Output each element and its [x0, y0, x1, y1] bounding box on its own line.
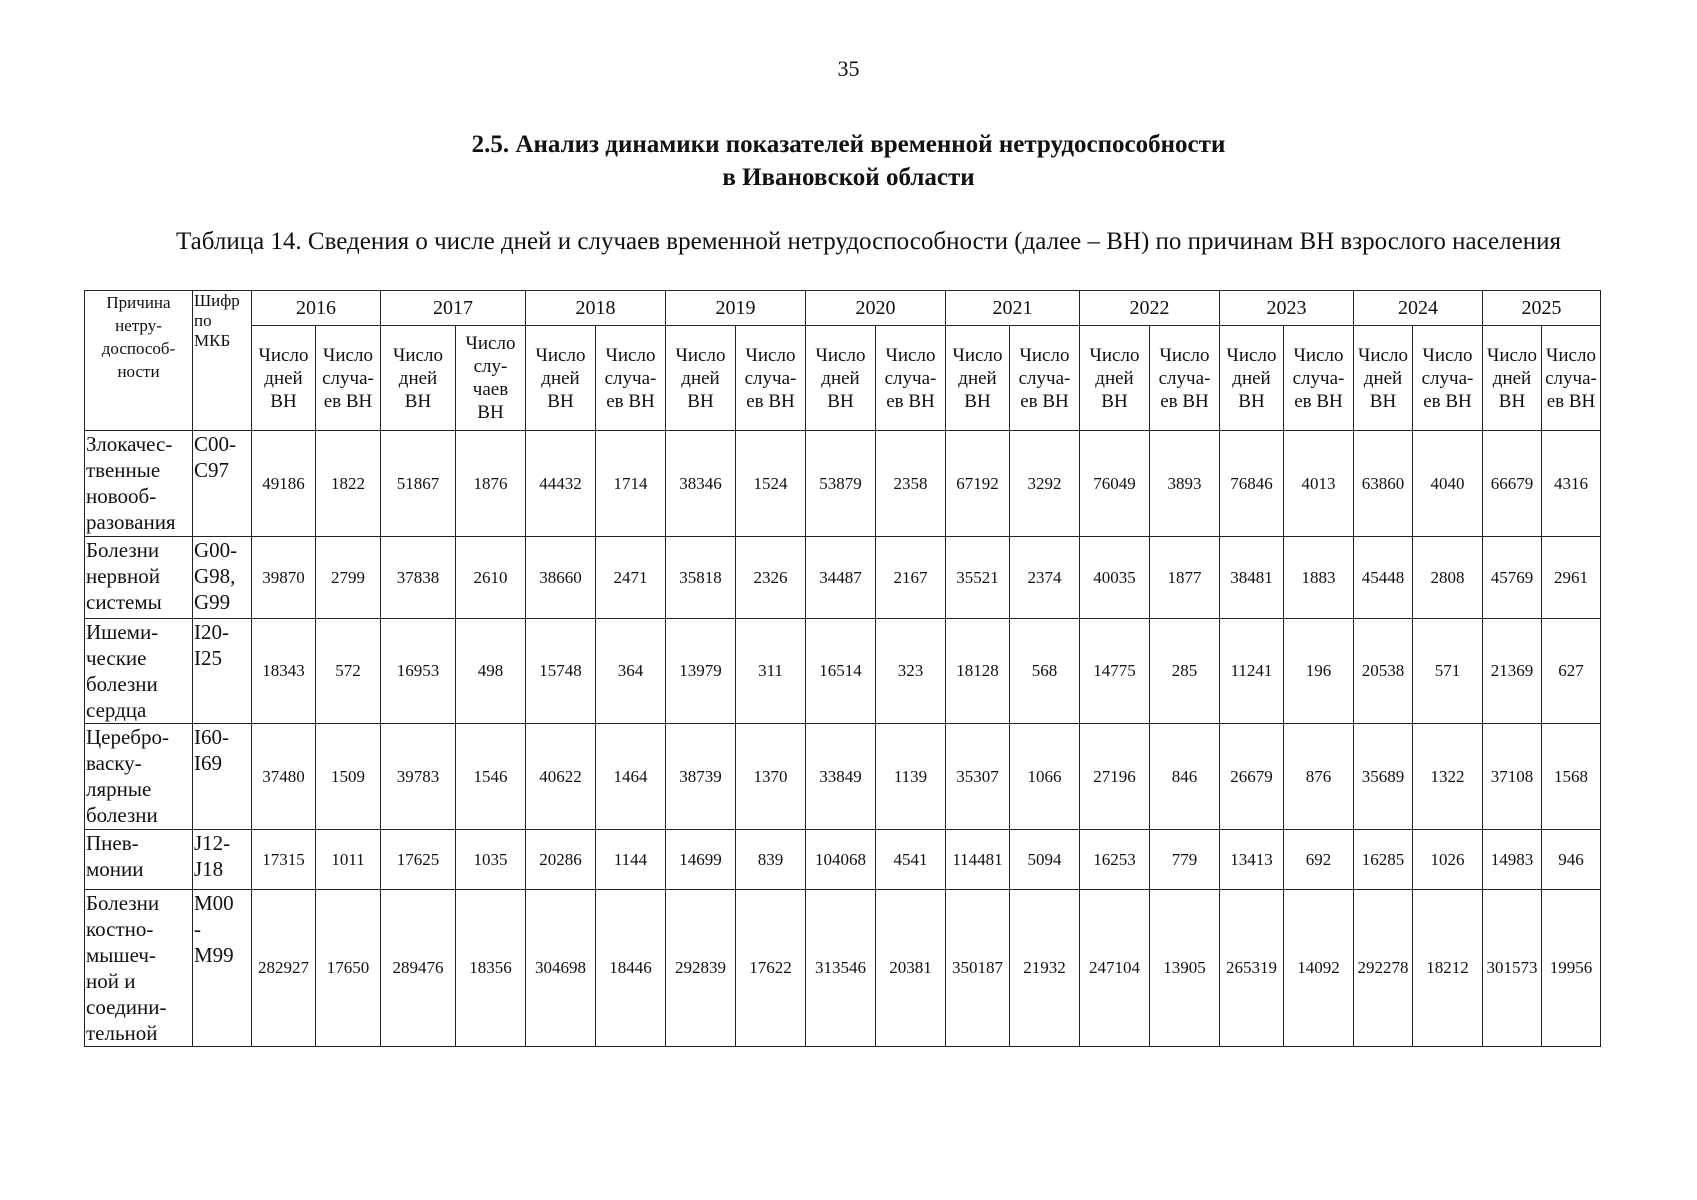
cases-value-cell: 2326: [736, 537, 806, 619]
days-subheader: [381, 326, 456, 431]
days-subheader: [1354, 326, 1413, 431]
cause-line: новооб-: [86, 484, 157, 508]
cases-value-cell: 627: [1542, 619, 1601, 724]
days-value-cell: 53879: [806, 431, 876, 537]
subheader-line: ВН: [547, 390, 574, 412]
code-line: I60-: [194, 725, 229, 749]
days-value-cell: 313546: [806, 890, 876, 1047]
cause-cell: [85, 537, 193, 619]
days-value-cell: 14983: [1483, 830, 1542, 890]
days-value-cell: 350187: [946, 890, 1010, 1047]
table-row: [85, 537, 1601, 619]
cases-value-cell: 1026: [1413, 830, 1483, 890]
cases-value-cell: 946: [1542, 830, 1601, 890]
cause-line: ной и: [86, 969, 136, 993]
cases-value-cell: 2358: [876, 431, 946, 537]
days-value-cell: 63860: [1354, 431, 1413, 537]
days-subheader: [806, 326, 876, 431]
cases-value-cell: 568: [1010, 619, 1080, 724]
cause-line: васку-: [86, 751, 142, 775]
cause-line: Ишеми-: [86, 620, 159, 644]
code-line: J18: [194, 857, 224, 881]
table-body: [85, 431, 1601, 1047]
code-line: G00-: [194, 538, 238, 562]
cause-line: сердца: [86, 698, 147, 722]
cases-value-cell: 876: [1284, 724, 1354, 830]
subheader-line: Число: [1487, 344, 1537, 366]
cases-subheader: [456, 326, 526, 431]
subheader-line: ВН: [827, 390, 854, 412]
subheader-line: ев ВН: [886, 390, 935, 412]
cases-value-cell: 17650: [316, 890, 381, 1047]
days-subheader: [1080, 326, 1150, 431]
subheader-line: ев ВН: [1423, 390, 1472, 412]
days-subheader: [252, 326, 316, 431]
cases-value-cell: 692: [1284, 830, 1354, 890]
code-column-header: [193, 291, 252, 431]
subheader-line: Число: [465, 333, 516, 354]
code-line: I25: [194, 646, 222, 670]
cases-value-cell: 5094: [1010, 830, 1080, 890]
days-subheader: [1220, 326, 1284, 431]
subheader-line: случа-: [1292, 367, 1345, 389]
subheader-line: случа-: [1018, 367, 1071, 389]
subheader-line: ев ВН: [1294, 390, 1343, 412]
year-header: 2017: [381, 291, 526, 326]
days-value-cell: 38346: [666, 431, 736, 537]
days-value-cell: 15748: [526, 619, 596, 724]
cases-value-cell: 839: [736, 830, 806, 890]
subheader-line: дней: [821, 367, 860, 389]
cause-line: Болезни: [86, 891, 160, 915]
code-line: I20-: [194, 620, 229, 644]
subheader-line: дней: [681, 367, 720, 389]
subheader-line: ВН: [964, 390, 991, 412]
cases-value-cell: 14092: [1284, 890, 1354, 1047]
heading-line-1: 2.5. Анализ динамики показателей временной нетрудоспособности: [471, 131, 1226, 158]
subheader-line: ВН: [687, 390, 714, 412]
cases-value-cell: 196: [1284, 619, 1354, 724]
cases-value-cell: 1139: [876, 724, 946, 830]
cause-line: мышеч-: [86, 943, 156, 967]
days-value-cell: 27196: [1080, 724, 1150, 830]
cause-cell: [85, 724, 193, 830]
code-line: С97: [194, 458, 230, 482]
days-value-cell: 301573: [1483, 890, 1542, 1047]
days-subheader: [666, 326, 736, 431]
cause-line: Церебро-: [86, 725, 169, 749]
days-value-cell: 11241: [1220, 619, 1284, 724]
subheader-line: слу-: [473, 356, 508, 377]
subheader-line: дней: [1363, 367, 1403, 389]
cause-line: твенные: [86, 458, 161, 482]
subheader-line: ВН: [404, 390, 432, 412]
code-line: С00-: [194, 432, 236, 456]
subheader-line: Число: [815, 344, 866, 366]
table-header: [85, 291, 1601, 431]
subheader-line: ев ВН: [1160, 390, 1209, 412]
subheader-line: Число: [745, 344, 796, 366]
days-value-cell: 35307: [946, 724, 1010, 830]
cases-value-cell: 4541: [876, 830, 946, 890]
days-subheader: [946, 326, 1010, 431]
cases-value-cell: 1509: [316, 724, 381, 830]
cases-subheader: [876, 326, 946, 431]
subheader-line: дней: [1492, 367, 1532, 389]
year-header: 2019: [666, 291, 806, 326]
page-number: 35: [837, 56, 860, 81]
subheader-line: Число: [952, 344, 1003, 366]
cases-subheader: [1284, 326, 1354, 431]
days-value-cell: 292839: [666, 890, 736, 1047]
subheader-line: Число: [1546, 344, 1596, 366]
days-subheader: [1483, 326, 1542, 431]
days-value-cell: 20538: [1354, 619, 1413, 724]
subheader-line: случа-: [884, 367, 937, 389]
cases-subheader: [1150, 326, 1220, 431]
days-value-cell: 40622: [526, 724, 596, 830]
subheader-line: Число: [1226, 344, 1277, 366]
cases-value-cell: 1524: [736, 431, 806, 537]
table-row: [85, 431, 1601, 537]
subheader-line: Число: [885, 344, 936, 366]
table-caption: Таблица 14. Сведения о числе дней и случаев временной нетрудоспособности (далее – ВН) по причинам ВН взрослого населения: [176, 228, 1561, 255]
days-value-cell: 114481: [946, 830, 1010, 890]
cases-value-cell: 1877: [1150, 537, 1220, 619]
cause-line: костно-: [86, 917, 154, 941]
code-cell: [193, 724, 252, 830]
days-value-cell: 26679: [1220, 724, 1284, 830]
cause-column-header: [85, 291, 193, 431]
days-value-cell: 51867: [381, 431, 456, 537]
year-header: 2020: [806, 291, 946, 326]
code-line: J12-: [194, 831, 231, 855]
code-cell: [193, 890, 252, 1047]
cases-value-cell: 2374: [1010, 537, 1080, 619]
cases-value-cell: 1464: [596, 724, 666, 830]
cause-line: нервной: [86, 564, 160, 588]
days-value-cell: 37108: [1483, 724, 1542, 830]
cause-line: разования: [86, 510, 176, 534]
cases-value-cell: 2167: [876, 537, 946, 619]
days-value-cell: 282927: [252, 890, 316, 1047]
subheader-line: Число: [258, 344, 309, 366]
days-value-cell: 39870: [252, 537, 316, 619]
cases-value-cell: 311: [736, 619, 806, 724]
cases-value-cell: 285: [1150, 619, 1220, 724]
days-value-cell: 44432: [526, 431, 596, 537]
cases-value-cell: 323: [876, 619, 946, 724]
subheader-line: ев ВН: [1020, 390, 1069, 412]
cause-line: болезни: [86, 672, 158, 696]
code-cell: [193, 619, 252, 724]
days-value-cell: 66679: [1483, 431, 1542, 537]
subheader-line: ев ВН: [606, 390, 655, 412]
days-value-cell: 265319: [1220, 890, 1284, 1047]
subheader-line: Число: [1159, 344, 1210, 366]
cases-subheader: [596, 326, 666, 431]
subheader-line: случа-: [1545, 367, 1597, 389]
subheader-line: дней: [398, 367, 438, 389]
subheader-line: дней: [958, 367, 997, 389]
cause-line: тельной: [86, 1021, 158, 1045]
year-header: 2018: [526, 291, 666, 326]
days-value-cell: 67192: [946, 431, 1010, 537]
cause-header-line: ности: [117, 362, 160, 381]
cases-value-cell: 1568: [1542, 724, 1601, 830]
subheader-line: случа-: [1158, 367, 1211, 389]
subheader-line: Число: [1293, 344, 1344, 366]
cases-value-cell: 18212: [1413, 890, 1483, 1047]
cause-header-line: доспособ-: [101, 339, 176, 358]
subheader-line: дней: [1232, 367, 1271, 389]
cause-line: Злокачес-: [86, 432, 173, 456]
cases-value-cell: 1035: [456, 830, 526, 890]
subheader-line: ев ВН: [746, 390, 795, 412]
cause-header-line: нетру-: [115, 316, 162, 335]
days-value-cell: 38481: [1220, 537, 1284, 619]
cases-value-cell: 2961: [1542, 537, 1601, 619]
subheader-line: Число: [393, 344, 443, 366]
subheader-line: ВН: [1238, 390, 1265, 412]
cases-value-cell: 779: [1150, 830, 1220, 890]
cases-value-cell: 1144: [596, 830, 666, 890]
table-row: [85, 830, 1601, 890]
cases-value-cell: 13905: [1150, 890, 1220, 1047]
subheader-line: Число: [1089, 344, 1140, 366]
cases-subheader: [1010, 326, 1080, 431]
days-value-cell: 16953: [381, 619, 456, 724]
cause-line: соедини-: [86, 995, 167, 1019]
days-value-cell: 39783: [381, 724, 456, 830]
cause-cell: [85, 619, 193, 724]
cases-value-cell: 3893: [1150, 431, 1220, 537]
cases-value-cell: 2808: [1413, 537, 1483, 619]
cause-line: ческие: [86, 646, 147, 670]
cases-value-cell: 18446: [596, 890, 666, 1047]
cases-value-cell: 18356: [456, 890, 526, 1047]
days-value-cell: 37480: [252, 724, 316, 830]
subheader-line: случа-: [744, 367, 797, 389]
subheader-line: случа-: [1421, 367, 1474, 389]
days-value-cell: 16253: [1080, 830, 1150, 890]
cases-value-cell: 4316: [1542, 431, 1601, 537]
cause-line: Болезни: [86, 538, 160, 562]
code-line: I69: [194, 751, 222, 775]
cause-header-line: Причина: [106, 293, 171, 312]
days-value-cell: 45448: [1354, 537, 1413, 619]
days-subheader: [526, 326, 596, 431]
days-value-cell: 20286: [526, 830, 596, 890]
code-cell: [193, 537, 252, 619]
subheader-line: дней: [264, 367, 303, 389]
subheader-line: Число: [605, 344, 656, 366]
subheader-line: ВН: [477, 402, 504, 423]
subheader-row: [85, 326, 1601, 431]
subheader-line: ВН: [1101, 390, 1128, 412]
cases-value-cell: 1714: [596, 431, 666, 537]
days-value-cell: 76049: [1080, 431, 1150, 537]
cause-cell: [85, 830, 193, 890]
cases-value-cell: 1546: [456, 724, 526, 830]
subheader-line: Число: [1422, 344, 1473, 366]
cases-value-cell: 1011: [316, 830, 381, 890]
table-row: [85, 890, 1601, 1047]
days-value-cell: 14699: [666, 830, 736, 890]
days-value-cell: 17315: [252, 830, 316, 890]
table-row: [85, 724, 1601, 830]
code-line: G98,: [194, 564, 236, 588]
days-value-cell: 17625: [381, 830, 456, 890]
sick-leave-table: [84, 290, 1601, 1047]
cases-value-cell: 572: [316, 619, 381, 724]
cases-subheader: [1413, 326, 1483, 431]
section-heading: [0, 128, 1697, 194]
code-header-line: Шифр: [194, 291, 240, 310]
subheader-line: дней: [541, 367, 580, 389]
subheader-line: ВН: [1498, 390, 1526, 412]
year-header: 2024: [1354, 291, 1483, 326]
cases-subheader: [1542, 326, 1601, 431]
subheader-line: случа-: [604, 367, 657, 389]
cases-value-cell: 19956: [1542, 890, 1601, 1047]
code-cell: [193, 830, 252, 890]
days-value-cell: 292278: [1354, 890, 1413, 1047]
days-value-cell: 38739: [666, 724, 736, 830]
days-value-cell: 16285: [1354, 830, 1413, 890]
days-value-cell: 45769: [1483, 537, 1542, 619]
year-header: 2021: [946, 291, 1080, 326]
cases-value-cell: 846: [1150, 724, 1220, 830]
days-value-cell: 76846: [1220, 431, 1284, 537]
year-header: 2025: [1483, 291, 1601, 326]
code-line: -: [194, 917, 201, 941]
cases-value-cell: 2610: [456, 537, 526, 619]
days-value-cell: 18128: [946, 619, 1010, 724]
subheader-line: Число: [1358, 344, 1408, 366]
days-value-cell: 18343: [252, 619, 316, 724]
subheader-line: Число: [535, 344, 586, 366]
days-value-cell: 13979: [666, 619, 736, 724]
code-header-line: по МКБ: [194, 311, 231, 350]
cases-value-cell: 1883: [1284, 537, 1354, 619]
days-value-cell: 35521: [946, 537, 1010, 619]
cause-line: системы: [86, 590, 162, 614]
table-row: [85, 619, 1601, 724]
days-value-cell: 16514: [806, 619, 876, 724]
cases-value-cell: 1370: [736, 724, 806, 830]
days-value-cell: 35818: [666, 537, 736, 619]
days-value-cell: 14775: [1080, 619, 1150, 724]
cause-line: болезни: [86, 803, 158, 827]
subheader-line: ВН: [270, 390, 297, 412]
days-value-cell: 33849: [806, 724, 876, 830]
subheader-line: дней: [1095, 367, 1134, 389]
subheader-line: чаев: [472, 379, 509, 400]
subheader-line: Число: [675, 344, 726, 366]
cases-value-cell: 2799: [316, 537, 381, 619]
days-value-cell: 35689: [1354, 724, 1413, 830]
days-value-cell: 34487: [806, 537, 876, 619]
cause-cell: [85, 431, 193, 537]
year-header: 2023: [1220, 291, 1354, 326]
days-value-cell: 49186: [252, 431, 316, 537]
heading-line-2: в Ивановской области: [722, 164, 975, 191]
code-line: G99: [194, 590, 231, 614]
year-header: 2022: [1080, 291, 1220, 326]
cases-value-cell: 498: [456, 619, 526, 724]
cause-line: лярные: [86, 777, 152, 801]
days-value-cell: 38660: [526, 537, 596, 619]
days-value-cell: 37838: [381, 537, 456, 619]
cases-value-cell: 21932: [1010, 890, 1080, 1047]
days-value-cell: 247104: [1080, 890, 1150, 1047]
cause-cell: [85, 890, 193, 1047]
cases-value-cell: 1066: [1010, 724, 1080, 830]
cause-line: монии: [86, 857, 144, 881]
days-value-cell: 40035: [1080, 537, 1150, 619]
days-value-cell: 289476: [381, 890, 456, 1047]
cases-value-cell: 364: [596, 619, 666, 724]
days-value-cell: 13413: [1220, 830, 1284, 890]
cases-value-cell: 1876: [456, 431, 526, 537]
code-line: М99: [194, 943, 234, 967]
cases-value-cell: 1822: [316, 431, 381, 537]
subheader-line: Число: [323, 344, 373, 366]
cases-value-cell: 4013: [1284, 431, 1354, 537]
days-value-cell: 21369: [1483, 619, 1542, 724]
cases-subheader: [736, 326, 806, 431]
code-line: М00: [194, 891, 234, 915]
cases-subheader: [316, 326, 381, 431]
subheader-line: Число: [1019, 344, 1070, 366]
cases-value-cell: 20381: [876, 890, 946, 1047]
cases-value-cell: 1322: [1413, 724, 1483, 830]
subheader-line: ев ВН: [1546, 390, 1596, 412]
cases-value-cell: 17622: [736, 890, 806, 1047]
cases-value-cell: 2471: [596, 537, 666, 619]
subheader-line: ВН: [1369, 390, 1397, 412]
year-header-row: [85, 291, 1601, 326]
subheader-line: случа-: [322, 367, 374, 389]
cases-value-cell: 571: [1413, 619, 1483, 724]
days-value-cell: 104068: [806, 830, 876, 890]
cause-line: Пнев-: [86, 831, 139, 855]
cases-value-cell: 4040: [1413, 431, 1483, 537]
subheader-line: ев ВН: [323, 390, 373, 412]
code-cell: [193, 431, 252, 537]
days-value-cell: 304698: [526, 890, 596, 1047]
year-header: 2016: [252, 291, 381, 326]
cases-value-cell: 3292: [1010, 431, 1080, 537]
